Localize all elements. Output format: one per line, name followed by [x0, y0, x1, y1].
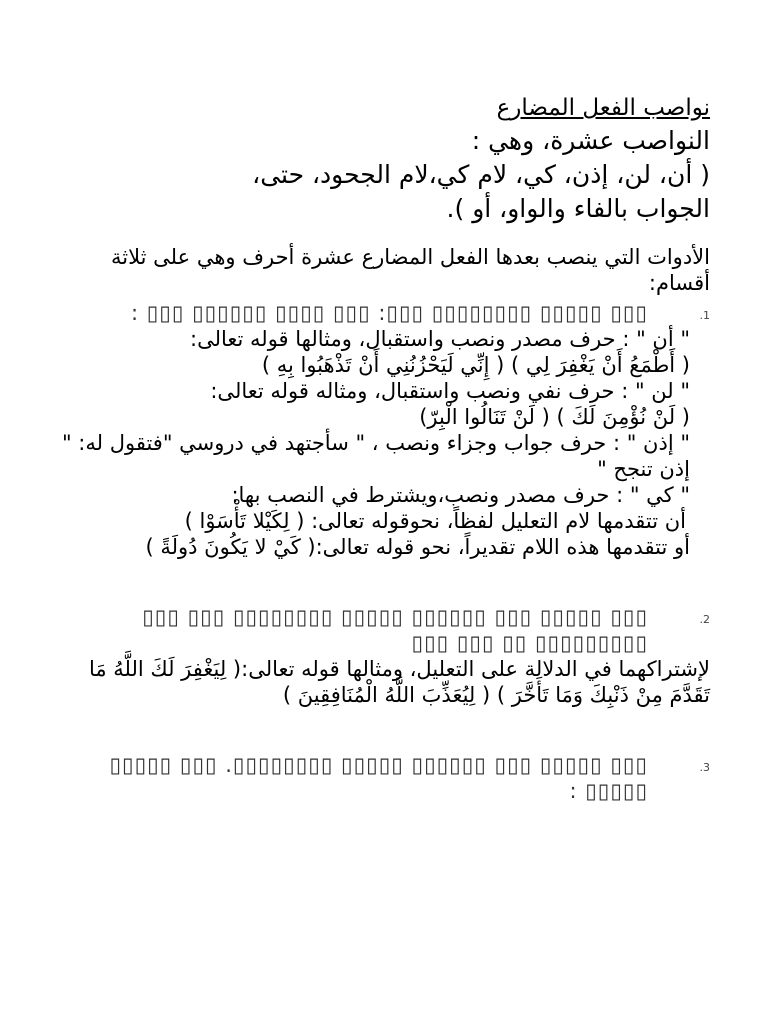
section-1-heading: ▯▯▯ ▯▯▯▯▯ ▯▯▯▯▯▯▯▯ ▯▯▯: ▯▯▯ ▯▯▯▯ ▯▯▯▯▯▯ ▯▯▯ :	[130, 301, 648, 325]
document-title: نواصب الفعل المضارع	[496, 95, 710, 121]
section-1-line-7: أن تتقدمها لام التعليل لفظاً، نحوقوله تعالى: ( لِكَيْلا تَأْسَوْا )	[184, 509, 686, 533]
section-1	[60, 300, 710, 326]
section-1-line-4: ( لَنْ نُؤْمِنَ لَكَ ) ( لَنْ تَنَالُوا الْبِرّ)	[419, 405, 690, 429]
intro-line-3: الجواب بالفاء والواو، أو ).	[446, 194, 710, 223]
section-1-line-2: ( أَطْمَعُ أَنْ يَغْفِرَ لِي ) ( إِنِّي لَيَحْزُنُنِي أَنْ تَذْهَبُوا بِهِ )	[261, 353, 690, 377]
section-1-line-5: " إذن " : حرف جواب وجزاء ونصب ، " سأجتهد في دروسي "فتقول له: " إذن تنجح "	[61, 431, 690, 481]
section-3	[60, 752, 710, 804]
section-2-heading: ▯▯▯ ▯▯▯▯▯ ▯▯▯ ▯▯▯▯▯▯ ▯▯▯▯▯ ▯▯▯▯▯▯▯▯ ▯▯▯ ▯▯▯ ▯▯▯▯▯▯▯▯▯ ▯▯ ▯▯▯ ▯▯▯	[142, 605, 648, 655]
section-1-number: 1.	[699, 309, 710, 322]
intro-line-1: النواصب عشرة، وهي :	[471, 126, 710, 155]
section-3-number: 3.	[699, 761, 710, 774]
intro-line-2: ( أن، لن، إذن، كي، لام كي،لام الجحود، حتى،	[252, 160, 710, 189]
section-1-line-6: " كي " : حرف مصدر ونصب،ويشترط في النصب بها:	[231, 483, 690, 507]
section-2-number: 2.	[699, 613, 710, 626]
document-page	[60, 92, 710, 804]
section-1-line-1: " أن " : حرف مصدر ونصب واستقبال، ومثالها قوله تعالى:	[190, 327, 690, 351]
section-2	[60, 604, 710, 656]
section-1-line-3: " لن " : حرف نفي ونصب واستقبال، ومثاله قوله تعالى:	[210, 379, 690, 403]
section-1-line-8: أو تتقدمها هذه اللام تقديراً، نحو قوله تعالى:( كَيْ لا يَكُونَ دُولَةً )	[145, 535, 690, 559]
section-3-heading: ▯▯▯ ▯▯▯▯▯ ▯▯▯ ▯▯▯▯▯▯ ▯▯▯▯▯ ▯▯▯▯▯▯▯▯. ▯▯▯ ▯▯▯▯▯ ▯▯▯▯▯ :	[109, 753, 648, 803]
subheading: الأدوات التي ينصب بعدها الفعل المضارع عشرة أحرف وهي على ثلاثة أقسام:	[111, 245, 710, 295]
section-2-body: لإشتراكهما في الدلالة على التعليل، ومثالها قوله تعالى:( لِيَغْفِرَ لَكَ اللَّهُ مَا تَقَدَّمَ مِنْ ذَنْبِكَ وَمَا تَأَخَّرَ ) ( لِيُعَذِّبَ اللَّهُ الْمُنَافِقِينَ )	[88, 657, 710, 707]
